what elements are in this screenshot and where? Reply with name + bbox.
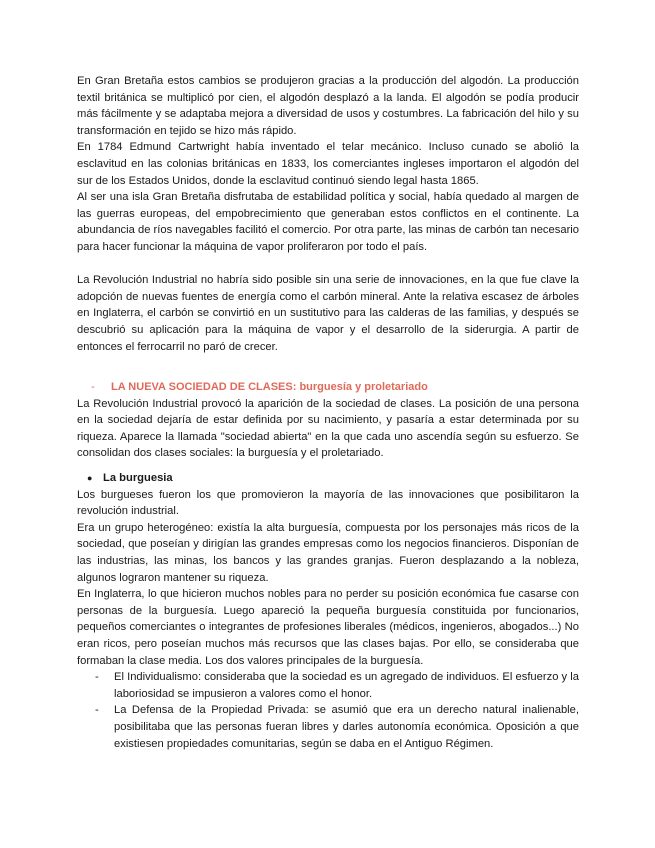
section-heading bbox=[77, 379, 579, 396]
list-item-text: La Defensa de la Propiedad Privada: se asumió que era un derecho natural inalienable, posibilitaba que las personas fueran libres y darles autonomía económica. Oposición a que existiesen propiedades comunitarias, según se daba en el Antiguo Régimen. bbox=[114, 704, 579, 750]
intro-paragraph-cotton: En Gran Bretaña estos cambios se produjeron gracias a la producción del algodón. La producción textil británica se multiplicó por cien, el algodón desplazó a la landa. El algodón se podía producir más fácilmente y se adaptaba mejora a diversidad de usos y costumbres. La fabricación del hilo y su transformación en tejido se hizo más rápido. bbox=[77, 75, 579, 137]
dash-marker: - bbox=[95, 704, 99, 717]
innovations-paragraph: La Revolución Industrial no habría sido posible sin una serie de innovaciones, en la que fue clave la adopción de nuevas fuentes de energía como el carbón mineral. Ante la relativa escasez de árboles en Inglaterra, el carbón se convirtió en un sustitutivo para las calderas de las familias, y después se descubrió su aplicación para la máquina de vapor y el desarrollo de la siderurgia. A partir de entonces el ferrocarril no paró de crecer. bbox=[77, 274, 579, 353]
spacer bbox=[77, 355, 579, 379]
intro-paragraph-stability: Al ser una isla Gran Bretaña disfrutaba de estabilidad política y social, había quedado al margen de las guerras europeas, del empobrecimiento que generaban estos conflictos en el continente. La abundancia de ríos navegables facilitó el comercio. Por otra parte, las minas de carbón tan necesario para hacer funcionar la máquina de vapor proliferaron por todo el país. bbox=[77, 191, 579, 253]
values-list bbox=[77, 669, 579, 752]
burguesia-paragraph: Los burgueses fueron los que promovieron la mayoría de las innovaciones que posibilitaron la revolución industrial. bbox=[77, 488, 579, 518]
subsection-heading bbox=[77, 470, 579, 487]
document-page bbox=[77, 73, 579, 752]
section-heading-text: LA NUEVA SOCIEDAD DE CLASES: burguesía y proletariado bbox=[111, 381, 428, 394]
burguesia-paragraph: Era un grupo heterogéneo: existía la alta burguesía, compuesta por los personajes más ricos de la sociedad, que poseían y dirigían las grandes empresas como los negocios financieros. Disponían de las industrias, las minas, los bancos y las grandes granjas. Fueron desplazando a la nobleza, algunos lograron mantener su riqueza. bbox=[77, 521, 579, 584]
list-item bbox=[77, 702, 579, 752]
section-dash-marker: - bbox=[91, 381, 95, 394]
subsection-heading-text: La burguesia bbox=[103, 472, 173, 485]
intro-paragraph-cartwright: En 1784 Edmund Cartwright había inventado el telar mecánico. Incluso cunado se abolió la esclavitud en las colonias británicas en 1833, los comerciantes ingleses importaron el algodón del sur de los Estados Unidos, donde la esclavitud continuó siendo legal hasta 1865. bbox=[77, 141, 579, 187]
spacer bbox=[77, 256, 579, 273]
list-item-text: El Individualismo: consideraba que la sociedad es un agregado de individuos. El esfuerzo y la laboriosidad se impusieron a valores como el honor. bbox=[114, 671, 579, 700]
list-item bbox=[77, 669, 579, 702]
dash-marker: - bbox=[95, 671, 99, 684]
bullet-icon: ● bbox=[87, 473, 93, 484]
burguesia-paragraph: En Inglaterra, lo que hicieron muchos nobles para no perder su posición económica fue casarse con personas de la burguesía. Luego apareció la pequeña burguesía constituida por funcionarios, pequeños comerciantes o integrantes de profesiones liberales (médicos, ingenieros, abogados...) No eran ricos, pero poseían muchos más recursos que las clases bajas. Por ello, se consideraba que formaban la clase media. Los dos valores principales de la burguesía. bbox=[77, 588, 579, 667]
section-intro-paragraph: La Revolución Industrial provocó la aparición de la sociedad de clases. La posición de una persona en la sociedad dejaría de estar definida por su nacimiento, y pasaría a estar determinada por su riqueza. Aparece la llamada "sociedad abierta" en la que cada uno ascendía según su esfuerzo. Se consolidan dos clases sociales: la burguesía y el proletariado. bbox=[77, 397, 579, 460]
